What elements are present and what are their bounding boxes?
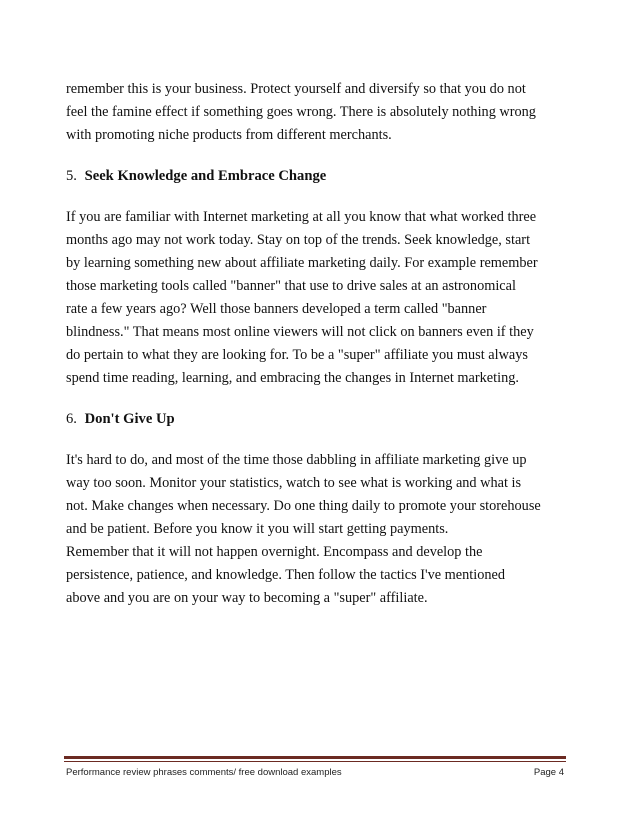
paragraph-line: way too soon. Monitor your statistics, watch to see what is working and what is bbox=[66, 475, 522, 491]
section-number: 6. bbox=[66, 411, 77, 427]
paragraph-line: If you are familiar with Internet marketing at all you know that what worked three bbox=[66, 209, 537, 225]
paragraph-line: those marketing tools called "banner" that use to drive sales at an astronomical bbox=[66, 278, 516, 294]
section-5-paragraph bbox=[66, 206, 576, 390]
paragraph-line: not. Make changes when necessary. Do one thing daily to promote your storehouse bbox=[66, 498, 541, 514]
section-title: Seek Knowledge and Embrace Change bbox=[84, 168, 327, 184]
paragraph-line: It's hard to do, and most of the time those dabbling in affiliate marketing give up bbox=[66, 452, 527, 468]
paragraph-line: remember this is your business. Protect yourself and diversify so that you do not bbox=[66, 81, 526, 97]
paragraph-line: by learning something new about affiliate marketing daily. For example remember bbox=[66, 255, 538, 271]
paragraph-line: months ago may not work today. Stay on top of the trends. Seek knowledge, start bbox=[66, 232, 531, 248]
section-6-paragraph bbox=[66, 449, 576, 610]
paragraph-line: rate a few years ago? Well those banners developed a term called "banner bbox=[66, 301, 487, 317]
paragraph-line: blindness." That means most online viewers will not click on banners even if they bbox=[66, 324, 534, 340]
paragraph-line: Remember that it will not happen overnight. Encompass and develop the bbox=[66, 544, 483, 560]
intro-paragraph bbox=[66, 78, 576, 147]
section-6-heading bbox=[66, 408, 576, 431]
paragraph-line: with promoting niche products from different merchants. bbox=[66, 127, 392, 143]
section-number: 5. bbox=[66, 168, 77, 184]
paragraph-line: spend time reading, learning, and embracing the changes in Internet marketing. bbox=[66, 370, 519, 386]
paragraph-line: above and you are on your way to becoming a "super" affiliate. bbox=[66, 590, 428, 606]
paragraph-line: feel the famine effect if something goes wrong. There is absolutely nothing wrong bbox=[66, 104, 536, 120]
footer-divider bbox=[64, 756, 566, 759]
paragraph-line: persistence, patience, and knowledge. Then follow the tactics I've mentioned bbox=[66, 567, 506, 583]
page-number: Page 4 bbox=[533, 767, 564, 778]
section-title: Don't Give Up bbox=[84, 411, 175, 427]
paragraph-line: do pertain to what they are looking for. To be a "super" affiliate you must always bbox=[66, 347, 528, 363]
footer-title: Performance review phrases comments/ free download examples bbox=[66, 767, 342, 778]
paragraph-line: and be patient. Before you know it you will start getting payments. bbox=[66, 521, 449, 537]
section-5-heading bbox=[66, 165, 576, 188]
page-content bbox=[66, 78, 576, 610]
footer-divider-thin bbox=[64, 761, 566, 762]
